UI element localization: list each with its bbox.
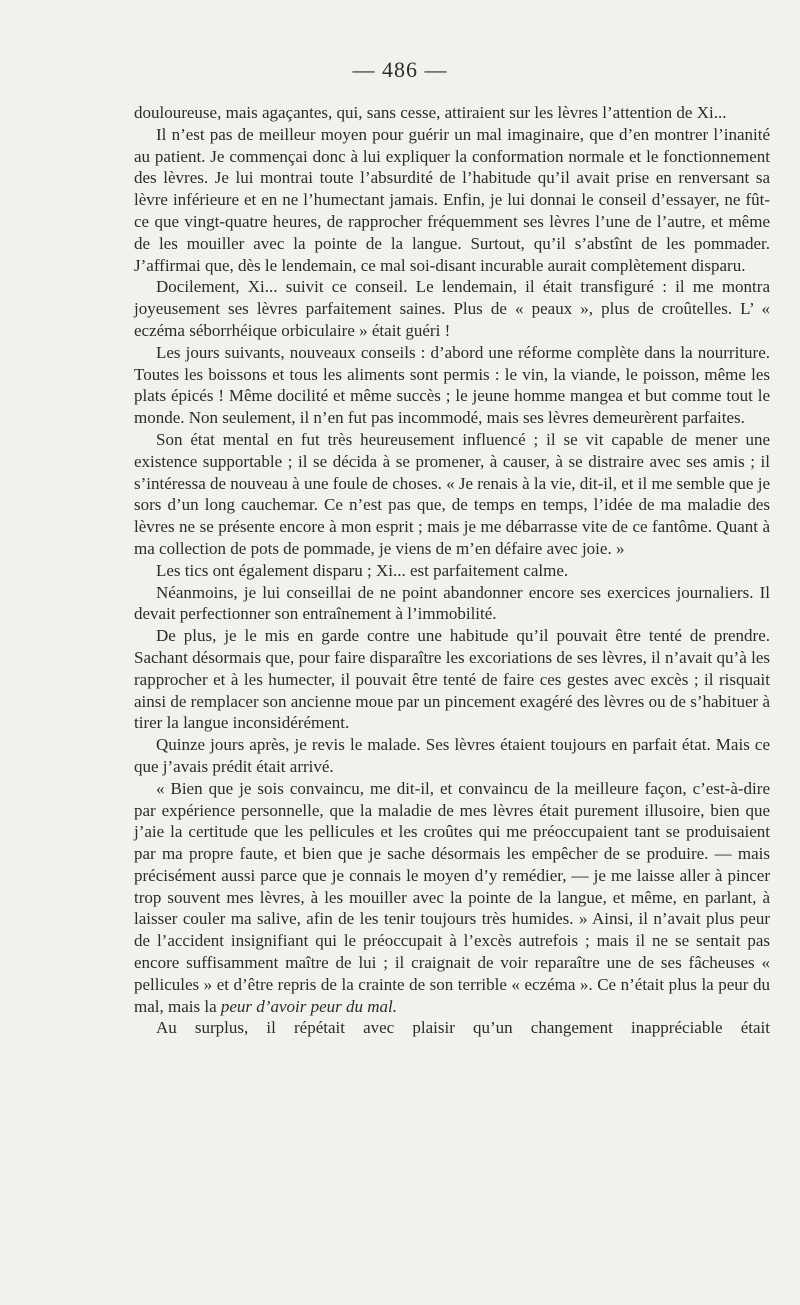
body-text (134, 102, 770, 1039)
paragraph-5: Son état mental en fut très heureusement influencé ; il se vit capable de mener une existence supportable ; il se décida à se promener, à causer, à se distraire avec ses amis ; il s’intéressa de nouveau à une foule de choses. « Je renais à la vie, dit-il, et il me semble que je sors d’un long cauchemar. Ce n’est pas que, de temps en temps, l’idée de ma maladie des lèvres ne se présente encore à mon esprit ; mais je me débarrasse vite de ce fantôme. Quant à ma collection de pots de pommade, je viens de m’en défaire avec joie. » (134, 429, 770, 558)
paragraph-1: douloureuse, mais agaçantes, qui, sans cesse, attiraient sur les lèvres l’attention de Xi... (134, 103, 727, 122)
paragraph-2: Il n’est pas de meilleur moyen pour guérir un mal imaginaire, que d’en montrer l’inanité au patient. Je commençai donc à lui expliquer la conformation normale et le fonctionnement des lèvres. Je lui montrai toute l’absurdité de l’habitude qu’il avait prise en renversant sa lèvre inférieure et en ne l’humectant jamais. Enfin, je lui donnai le conseil d’essayer, ne fût-ce que vingt-quatre heures, de rapprocher fréquemment ses lèvres l’une de l’autre, et même de les mouiller avec la pointe de la langue. Surtout, qu’il s’abstînt de les pommader. J’affirmai que, dès le lendemain, ce mal soi-disant incurable aurait complètement disparu. (134, 124, 770, 275)
paragraph-11: Au surplus, il répétait avec plaisir qu’un changement inappréciable était (156, 1018, 770, 1038)
paragraph-10 (134, 778, 770, 1018)
italic-phrase: peur d’avoir peur du mal. (220, 996, 397, 1016)
paragraph-9: Quinze jours après, je revis le malade. Ses lèvres étaient toujours en parfait état. Mais ce que j’avais prédit était arrivé. (134, 735, 770, 776)
paragraph-6: Les tics ont également disparu ; Xi... est parfaitement calme. (156, 560, 569, 580)
paragraph-7: Néanmoins, je lui conseillai de ne point abandonner encore ses exercices journaliers. Il devait perfectionner son entraînement à l’immobilité. (134, 582, 770, 624)
paragraph-8: De plus, je le mis en garde contre une habitude qu’il pouvait être tenté de prendre. Sachant désormais que, pour faire disparaître les excoriations de ses lèvres, il n’avait qu’à les rapprocher et à les humecter, il pouvait être tenté de faire ces gestes avec excès ; il risquait ainsi de remplacer son ancienne moue par un pincement exagéré des lèvres ou de s’habituer à tirer la langue inconsidérément. (134, 626, 770, 733)
paragraph-3: Docilement, Xi... suivit ce conseil. Le lendemain, il était transfiguré : il me montra joyeusement ses lèvres parfaitement saines. Plus de « peaux », plus de croûtelles. L’ « eczéma séborrhéique orbiculaire » était guéri ! (134, 277, 770, 340)
paragraph-4: Les jours suivants, nouveaux conseils : d’abord une réforme complète dans la nourriture. Toutes les boissons et tous les aliments sont permis : le vin, la viande, le poisson, même les plats épicés ! Même docilité et même succès ; le jeune homme mangea et but comme tout le monde. Non seulement, il n’en fut pas incommodé, mais ses lèvres demeurèrent parfaites. (134, 342, 770, 428)
quote-text: « Bien que je sois convaincu, me dit-il, et convaincu de la meilleure façon, c’est-à-dire par expérience personnelle, que la maladie de mes lèvres était purement illusoire, bien que j’aie la certitude que les pellicules et les croûtes qui me préoccupaient tant se produisaient par ma propre faute, et bien que je sache désormais les empêcher de se produire. — mais précisément aussi parce que je connais le moyen d’y remédier, — je me laisse aller à pincer trop souvent mes lèvres, à les mouiller avec la pointe de la langue, et même, en parlant, à laisser couler ma salive, afin de les tenir toujours très humides. » Ainsi, il n’avait plus peur de l’accident insignifiant qui le préoccupait à l’excès autrefois ; mais il ne se sentait pas encore suffisamment maître de lui ; il craignait de voir reparaître une de ses fâcheuses « pellicules » et d’être repris de la crainte de son terrible « eczéma ». Ce n’était plus la peur du mal, mais la (134, 778, 770, 1016)
page-number: — 486 — (352, 57, 448, 82)
